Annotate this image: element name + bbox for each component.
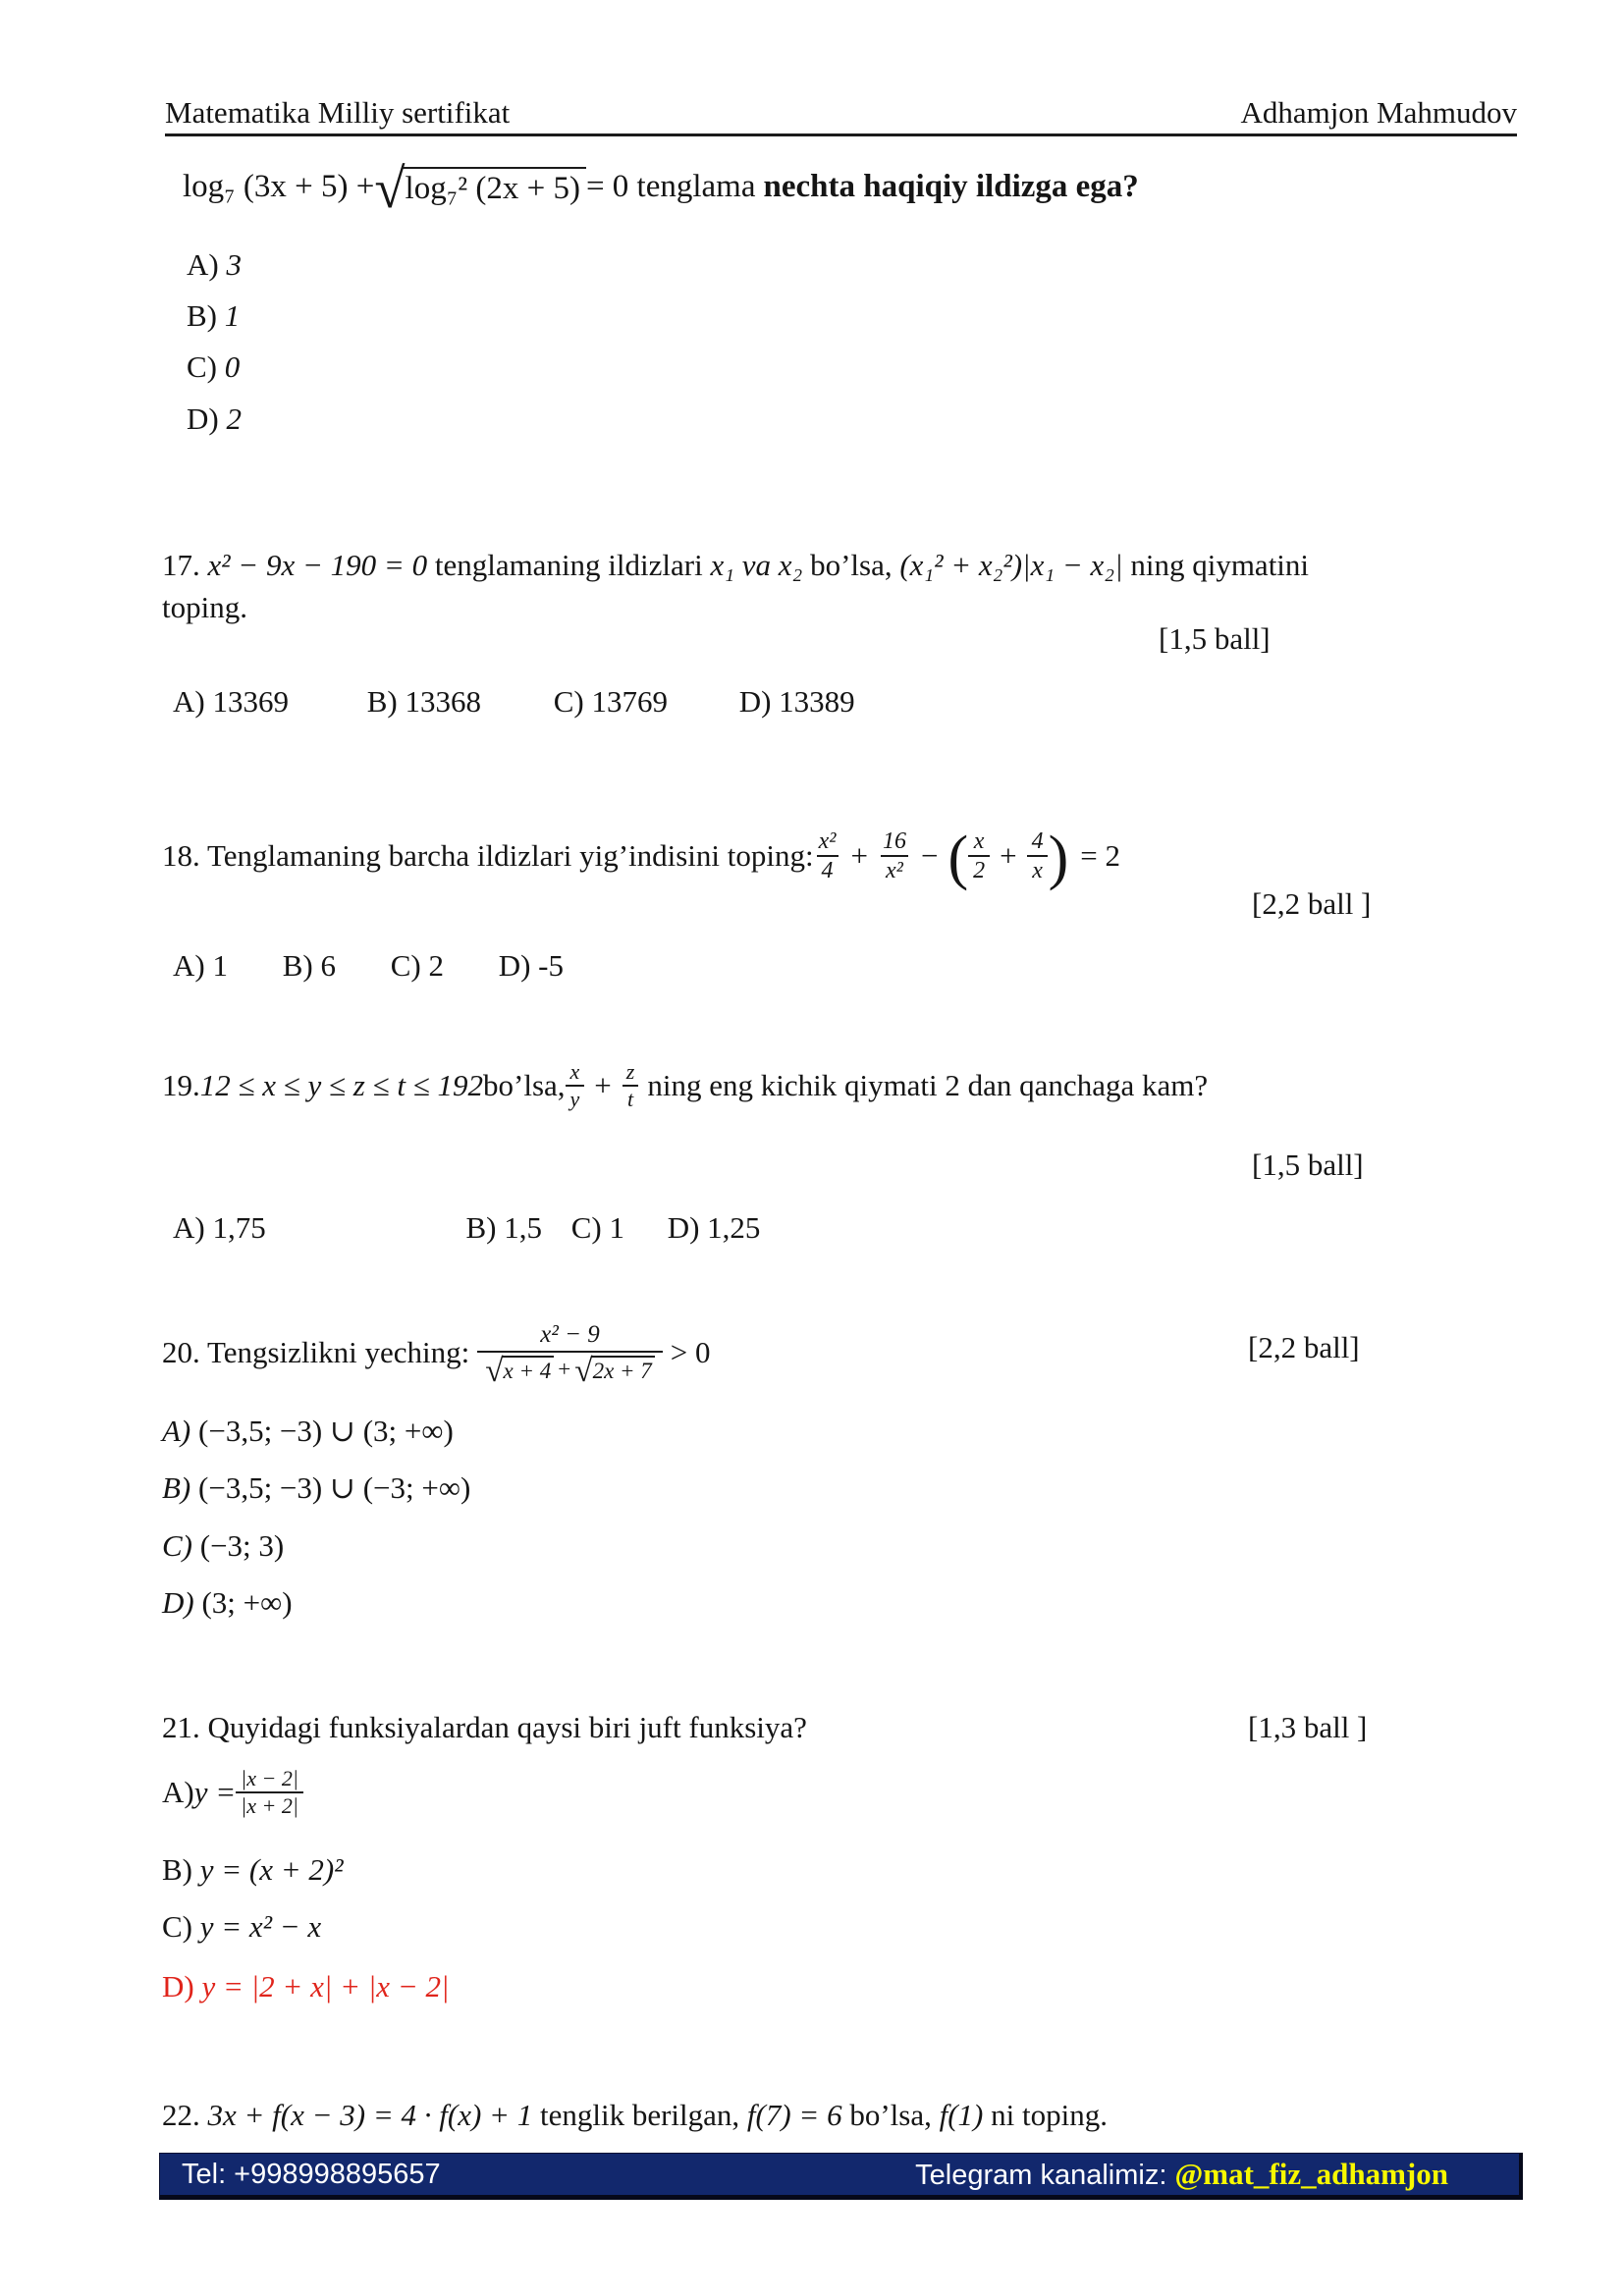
q18-ball-badge: [2,2 ball ] — [1252, 886, 1372, 921]
question-20-line — [162, 1306, 711, 1399]
fraction: $\frac{x}{2}$ — [968, 828, 990, 884]
q18-option-c: C) 2 — [390, 948, 444, 983]
option-value: 1 — [224, 298, 241, 333]
q17-text2: bo’lsa, — [802, 548, 900, 582]
q17-number: 17. — [162, 548, 208, 582]
q16-question-bold: nechta haqiqiy ildizga ega? — [763, 168, 1139, 204]
q19-option-d: D) 1,25 — [667, 1210, 761, 1245]
q16-option-a — [187, 247, 242, 283]
q16-pre: log₇ (3x + 5) + — [183, 168, 375, 204]
q22-text2: bo’lsa, — [841, 2098, 940, 2132]
q19-number: 19. — [162, 1068, 200, 1102]
q19-option-b: B) 1,5 — [465, 1210, 542, 1245]
q20-ball-badge: [2,2 ball] — [1248, 1330, 1360, 1364]
q20-lead: 20. Tengsizlikni yeching: — [162, 1334, 470, 1369]
q18-option-a: A) 1 — [173, 948, 228, 983]
q20-option-a: A) (−3,5; −3) ∪ (3; +∞) — [162, 1414, 454, 1448]
q16-option-d — [187, 401, 242, 437]
q21-option-c: C) y = x² − x — [162, 1909, 322, 1944]
q19-question-text: ning eng kichik qiymati 2 dan qanchaga kam? — [647, 1068, 1209, 1102]
q17-equation: x² − 9x − 190 = 0 — [207, 548, 428, 582]
q17-text: tenglamaning ildizlari — [427, 548, 711, 582]
plus-operator: + — [850, 838, 868, 873]
header-author-right: Adhamjon Mahmudov — [1240, 95, 1517, 130]
question-19-line — [162, 1055, 1208, 1116]
q17-option-c: C) 13769 — [553, 684, 668, 719]
q16-post: = 0 tenglama — [585, 168, 756, 204]
q17-option-d: D) 13389 — [738, 684, 855, 719]
q17-text3: ning qiymatini — [1122, 548, 1310, 582]
q17-option-a: A) 13369 — [173, 684, 289, 719]
option-value: 3 — [226, 247, 242, 282]
plus-operator: + — [594, 1068, 612, 1102]
q18-option-b: B) 6 — [282, 948, 336, 983]
q16-option-c — [187, 349, 240, 385]
q21-ball-badge: [1,3 ball ] — [1248, 1710, 1368, 1744]
q19-condition: 12 ≤ x ≤ y ≤ z ≤ t ≤ 192 — [199, 1068, 484, 1102]
option-label: A) — [187, 247, 219, 282]
q20-option-d: D) (3; +∞) — [162, 1585, 293, 1620]
option-label: C) — [187, 349, 217, 384]
option-value: 0 — [224, 349, 241, 384]
fraction: $\frac{4}{x}$ — [1027, 828, 1049, 884]
telegram-label: Telegram kanalimiz: — [915, 2160, 1175, 2191]
big-fraction: x² − 9 √ x + 4 + √ 2x + 7 — [477, 1321, 663, 1383]
question-17-line1 — [162, 548, 1309, 583]
q17-option-b: B) 13368 — [366, 684, 481, 719]
q19-option-c: C) 1 — [570, 1210, 624, 1245]
option-label: B) — [187, 298, 217, 333]
q20-option-b: B) (−3,5; −3) ∪ (−3; +∞) — [162, 1470, 471, 1505]
q18-lead: 18. Tenglamaning barcha ildizlari yig’indisini toping: — [162, 838, 814, 873]
q19-options-row — [173, 1210, 760, 1246]
q20-option-c: C) (−3; 3) — [162, 1528, 285, 1563]
footer-phone: Tel: +998998895657 — [182, 2158, 441, 2190]
option-value: 2 — [226, 401, 242, 436]
question-18-line: 18. Tenglamaning barcha ildizlari yig’indisini toping: $\frac{\text{x²}}{4}$ + $\frac{16}{\text{x²}}$ − ( $\frac{x}{2}$ + $\frac{4}{x}$ ) = 2 — [162, 825, 1120, 891]
q19-text: bo’lsa, — [483, 1068, 566, 1102]
q22-find: f(1) — [939, 2098, 984, 2132]
q22-text3: ni toping. — [983, 2098, 1108, 2132]
footer-bar — [159, 2153, 1523, 2200]
q16-option-b — [187, 298, 240, 334]
q17-roots: x₁ va x₂ — [710, 548, 803, 582]
q21-option-a: A) y = $\frac{|x - 2|}{|x + 2|}$ — [162, 1757, 303, 1828]
q19-ball-badge: [1,5 ball] — [1252, 1148, 1364, 1182]
header-title-left: Matematika Milliy sertifikat — [165, 95, 511, 130]
question-22-line — [162, 2098, 1108, 2133]
q16-radicand: log₇² (2x + 5) — [402, 167, 586, 206]
q17-ball-badge: [1,5 ball] — [1159, 621, 1271, 656]
q18-option-d: D) -5 — [498, 948, 565, 983]
header-rule — [165, 133, 1517, 136]
fraction: $\frac{16}{\text{x²}}$ — [882, 828, 906, 883]
q22-given: f(7) = 6 — [746, 2098, 842, 2132]
footer-telegram — [915, 2157, 1448, 2192]
q19-option-a: A) 1,75 — [173, 1210, 266, 1245]
fraction: $\frac{\text{x²}}{4}$ — [814, 828, 841, 884]
q18-options-row — [173, 948, 564, 984]
q21-option-b: B) y = (x + 2)² — [162, 1852, 344, 1887]
fraction: $\frac{z}{t}$ — [622, 1060, 640, 1111]
q22-text: tenglik berilgan, — [532, 2098, 747, 2132]
q20-inequality: > 0 — [670, 1334, 711, 1369]
fraction: $\frac{x}{y}$ — [566, 1060, 585, 1111]
q17-options-row — [173, 684, 855, 720]
q21-option-d-answer: D) y = |2 + x| + |x − 2| — [162, 1969, 450, 2003]
q22-number: 22. — [162, 2098, 208, 2132]
plus-operator: + — [1000, 838, 1017, 873]
question-17-line2: toping. — [162, 590, 247, 624]
q22-equation: 3x + f(x − 3) = 4 · f(x) + 1 — [207, 2098, 533, 2132]
q17-expression: (x₁² + x₂²)|x₁ − x₂| — [899, 548, 1123, 582]
minus-operator: − — [920, 838, 939, 873]
question-16-equation: log₇ (3x + 5) + √ log₇² (2x + 5) = 0 tenglama nechta haqiqiy ildizga ega? — [183, 158, 1139, 220]
q18-equals: = 2 — [1080, 838, 1120, 873]
option-label: D) — [187, 401, 219, 436]
telegram-handle-link[interactable]: @mat_fiz_adhamjon — [1174, 2157, 1448, 2191]
fraction: $\frac{|x - 2|}{|x + 2|}$ — [236, 1767, 303, 1818]
question-21-line: 21. Quyidagi funksiyalardan qaysi biri juft funksiya? — [162, 1710, 807, 1744]
